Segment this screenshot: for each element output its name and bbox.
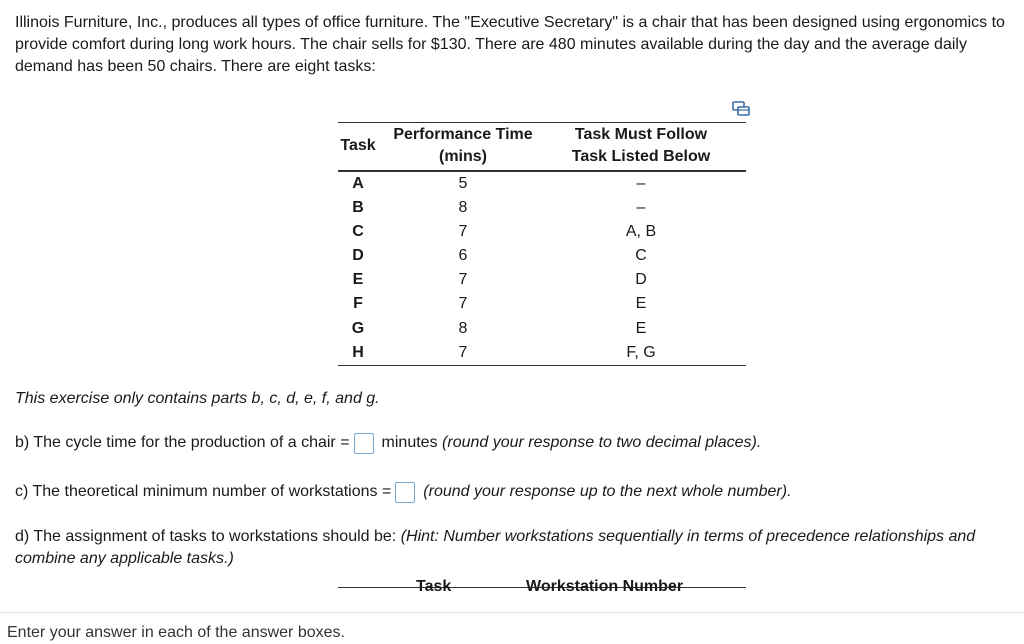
table-row [338,268,746,292]
cell-time: 7 [458,271,468,289]
table-row [338,341,746,366]
footer-instruction: Enter your answer in each of the answer boxes. [7,624,345,641]
header-must-follow [548,123,746,171]
cell-time: 6 [458,246,468,264]
table-row [338,220,746,244]
table-row [338,292,746,316]
assignment-header-workstation: Workstation Number [526,578,684,595]
cell-task: A [352,174,364,192]
question-d-prefix: d) The assignment of tasks to workstations should be: [15,528,397,545]
cell-follow: D [635,271,647,289]
cell-follow: E [635,295,647,313]
header-task: Task [340,137,376,155]
question-b-hint: (round your response to two decimal places). [442,434,762,451]
cell-follow: C [635,246,647,264]
table-row [338,316,746,340]
cell-follow: – [636,174,646,192]
header-time-line1: Performance Time [393,126,533,144]
question-b [15,432,761,454]
task-table [338,122,746,366]
copy-table-icon[interactable] [732,101,750,117]
cell-task: C [352,222,364,240]
table-row [338,244,746,268]
header-follow-line2: Task Listed Below [571,148,711,166]
cell-time: 7 [458,343,468,361]
assignment-header-task: Task [416,578,452,595]
table-row [338,171,746,196]
cell-time: 7 [458,295,468,313]
cell-task: G [351,319,365,337]
cell-task: D [352,246,364,264]
question-c-hint: (round your response up to the next whole number). [423,483,792,500]
question-d [15,526,1015,570]
cell-time: 8 [458,198,468,216]
header-follow-line1: Task Must Follow [574,126,708,144]
header-time-line2: (mins) [439,148,487,166]
cycle-time-input[interactable] [354,433,374,454]
exercise-note: This exercise only contains parts b, c, d, e, f, and g. [15,390,380,407]
cell-task: H [352,343,364,361]
problem-intro: Illinois Furniture, Inc., produces all types of office furniture. The "Executive Secretary" is a chair that has been designed using ergonomics to provide comfort during long work hours. The chair sells for $130. There are 480 minutes available during the day and the average daily demand has been 50 chairs. There are eight tasks: [15,14,1005,75]
question-d-hint: (Hint: Number workstations sequentially in terms of precedence relationships and combine any applicable tasks.) [15,528,976,567]
cell-time: 5 [458,174,468,192]
cell-follow: E [635,319,647,337]
question-b-suffix: minutes [381,434,438,451]
header-performance-time [378,123,548,171]
cell-follow: F, G [626,343,656,361]
cell-follow: A, B [625,222,657,240]
cell-time: 8 [458,319,468,337]
cell-follow: – [636,198,646,216]
cell-time: 7 [458,222,468,240]
question-b-prefix: b) The cycle time for the production of a chair = [15,434,350,451]
table-row [338,196,746,220]
min-workstations-input[interactable] [395,482,415,503]
assignment-table-header [338,578,746,596]
question-c [15,481,792,503]
cell-task: B [352,198,364,216]
footer-divider [0,612,1024,613]
task-table-header [338,123,746,171]
cell-task: E [352,271,364,289]
cell-task: F [353,295,363,313]
question-c-prefix: c) The theoretical minimum number of workstations = [15,483,392,500]
